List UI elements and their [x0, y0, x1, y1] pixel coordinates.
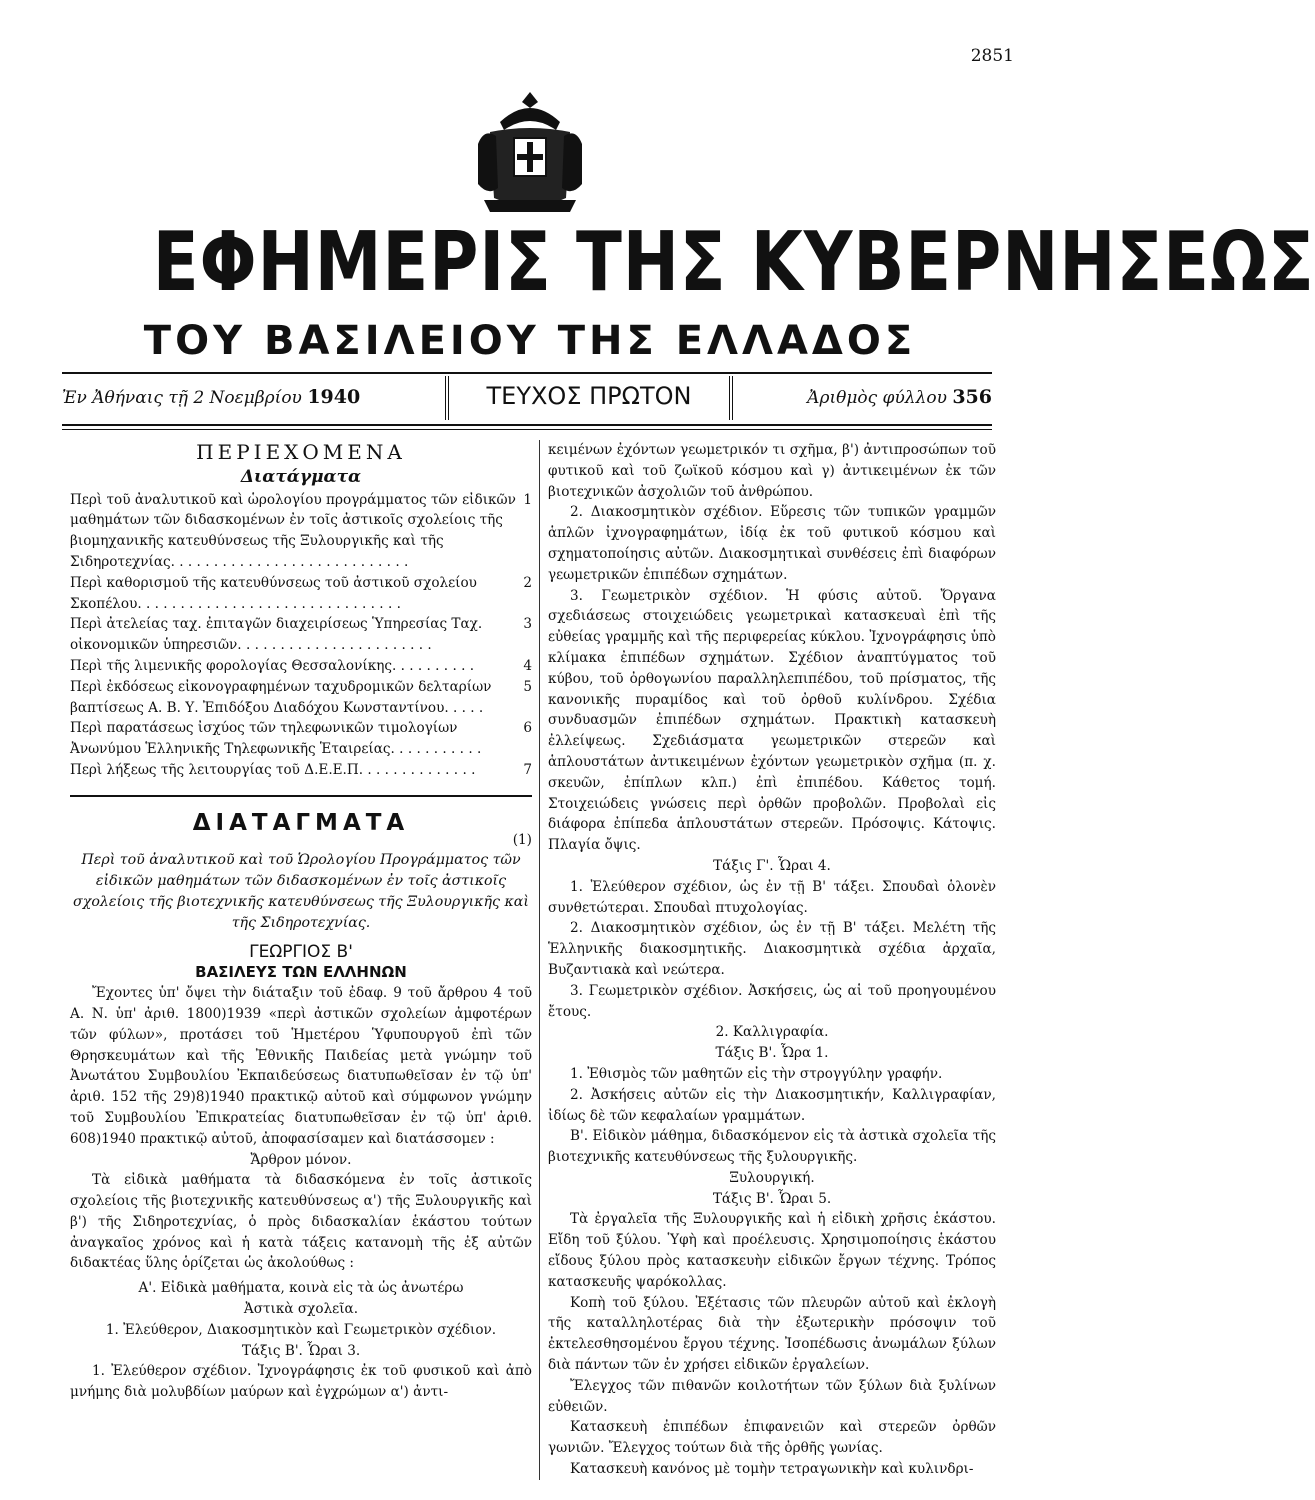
footnote-mark: (1) — [512, 831, 532, 848]
sheet-number — [807, 386, 992, 408]
decree-title: Περὶ τοῦ ἀναλυτικοῦ καὶ τοῦ Ὡρολογίου Προγράμματος τῶν εἰδικῶν μαθημάτων τῶν διδασκομένων ἐν τοῖς ἀστικοῖς σχολείοις τῆς βιοτεχνικῆς κατευθύνσεως τῆς Ξυλουργικῆς καὶ τῆς Σιδηροτεχνίας. — [73, 852, 529, 931]
toc-item-text: Περὶ λήξεως τῆς λειτουργίας τοῦ Δ.Ε.Ε.Π. . . . . . . . . . . . . . — [70, 761, 476, 778]
toc-item — [70, 573, 532, 615]
masthead-subtitle: ΤΟΥ ΒΑΣΙΛΕΙΟΥ ΤΗΣ ΕΛΛΑΔΟΣ — [143, 318, 917, 364]
toc-item-text: Περὶ παρατάσεως ἰσχύος τῶν τηλεφωνικῶν τιμολογίων Ἀνωνύμου Ἑλληνικῆς Τηλεφωνικῆς Ἑταιρείας. . . . . . . . . . . — [70, 720, 482, 758]
toc-item — [70, 760, 532, 781]
masthead-title: ΕΦΗΜΕΡΙΣ ΤΗΣ ΚΥΒΕΡΝΗΣΕΩΣ — [152, 215, 1315, 310]
paragraph: 2. Διακοσμητικὸν σχέδιον. Εὕρεσις τῶν τυπικῶν γραμμῶν ἁπλῶν ἰχνογραφημάτων, ἰδίᾳ ἐκ τοῦ φυτικοῦ κόσμου καὶ σχηματοποίησις αὐτῶν. Διακοσμητικαὶ συνθέσεις ἐπὶ διαφόρων γεωμετρικῶν ἐπιπέδων σχημάτων. — [548, 504, 996, 583]
right-column — [548, 440, 996, 1480]
paragraph: Κατασκευὴ ἐπιπέδων ἐπιφανειῶν καὶ στερεῶν ὀρθῶν γωνιῶν. Ἔλεγχος τούτων διὰ τῆς ὀρθῆς γωνίας. — [548, 1419, 996, 1457]
toc-item-page: 2 — [523, 574, 532, 591]
king-name: ΓΕΩΡΓΙΟΣ Β' — [249, 941, 353, 962]
paragraph: 1. Ἐθισμὸς τῶν μαθητῶν εἰς τὴν στρογγύλην γραφήν. — [570, 1065, 943, 1082]
class-hours-heading: Τάξις Β'. Ὧραι 3. — [241, 1342, 361, 1359]
paragraph: 3. Γεωμετρικὸν σχέδιον. Ἡ φύσις αὐτοῦ. Ὄργανα σχεδιάσεως στοιχειώδεις γεωμετρικαὶ κατασκευαὶ ἐπὶ τῆς εὐθείας γραμμῆς καὶ τῆς περιφερείας κύκλου. Ἰχνογράφησις ὑπὸ κλίμακα ἐπιπέδων σχημάτων. Σχέδιον ἀναπτύγματος τοῦ κύβου, τοῦ ὀρθογωνίου παραλληλεπιπέδου, τοῦ πρίσματος, τῆς κανονικῆς πυραμίδος καὶ τοῦ ὀρθοῦ κυλίνδρου. Σχέδια συνδυασμῶν ἐπιπέδων σχημάτων. Πρακτικὴ κατασκευὴ ἐλλείψεως. Σχεδιάσματα γεωμετρικῶν στερεῶν καὶ ἁπλουστάτων ἀντικειμένων ἐχόντων γεωμετρικὸν σχῆμα (π. χ. σκευῶν, ἐπίπλων κλπ.) ἐπὶ ἐπιπέδου. Κάθετος τομή. Στοιχειώδεις γνώσεις περὶ ὀρθῶν προβολῶν. Προβολαὶ εἰς διάφορα ἐπίπεδα ἁπλουστάτων στερεῶν. Πρόσοψις. Κάτοψις. Πλαγία ὄψις. — [548, 587, 996, 854]
sheet-number-value: 356 — [952, 386, 992, 408]
contents-subheading: Διατάγματα — [240, 466, 362, 487]
issue-date — [62, 386, 360, 408]
toc-item-text: Περὶ καθορισμοῦ τῆς κατευθύνσεως τοῦ ἀστικοῦ σχολείου Σκοπέλου. . . . . . . . . . . . . . . . . . . . . . . . . . . . . . . — [70, 574, 477, 612]
paragraph: 1. Ἐλεύθερον σχέδιον. Ἰχνογράφησις ἐκ τοῦ φυσικοῦ καὶ ἀπὸ μνήμης διὰ μολυβδίων μαύρων καὶ ἐγχρώμων α') ἀντι- — [70, 1363, 532, 1401]
issue-date-text: Ἐν Ἀθήναις τῇ 2 Νοεμβρίου — [62, 388, 302, 408]
royal-coat-of-arms-emblem — [470, 88, 590, 218]
toc-item — [70, 718, 532, 760]
class-hours-heading: Τάξις Β'. Ὧρα 1. — [715, 1045, 829, 1062]
paragraph: 2. Διακοσμητικὸν σχέδιον, ὡς ἐν τῇ Β' τάξει. Μελέτη τῆς Ἑλληνικῆς διακοσμητικῆς. Διακοσμητικὰ σχέδια ἀρχαῖα, Βυζαντιακὰ καὶ νεώτερα. — [548, 920, 996, 978]
article-heading: Ἄρθρον μόνον. — [250, 1151, 352, 1168]
toc-item-page: 1 — [523, 491, 532, 508]
subject-heading: Ξυλουργική. — [729, 1169, 815, 1186]
paragraph: Τὰ ἐργαλεῖα τῆς Ξυλουργικῆς καὶ ἡ εἰδικὴ χρῆσις ἑκάστου. Εἴδη τοῦ ξύλου. Ὑφὴ καὶ προέλευσις. Χρησιμοποίησις ἑκάστου εἴδους ξύλου πρὸς κατασκευὴν εἰδικῶν ἔργων τέχνης. Τρόπος κατασκευῆς ψαρόκολλας. — [548, 1211, 996, 1290]
sheet-label: Ἀριθμὸς φύλλου — [807, 388, 947, 408]
issue-year: 1940 — [307, 386, 361, 408]
class-hours-heading: Τάξις Γ'. Ὧραι 4. — [713, 857, 831, 874]
paragraph: Ἔλεγχος τῶν πιθανῶν κοιλοτήτων τῶν ξύλων διὰ ξυλίνων εὐθειῶν. — [548, 1377, 996, 1415]
paragraph: 1. Ἐλεύθερον σχέδιον, ὡς ἐν τῇ Β' τάξει. Σπουδαὶ ὁλονὲν συνθετώτεραι. Σπουδαὶ πτυχολογίας. — [548, 878, 996, 916]
contents-heading: ΠΕΡΙΕΧΟΜΕΝΑ — [196, 440, 406, 464]
toc-item-text: Περὶ ἐκδόσεως εἰκονογραφημένων ταχυδρομικῶν δελταρίων βαπτίσεως Α. Β. Υ. Ἐπιδόξου Διαδόχου Κωνσταντίνου. . . . . — [70, 678, 492, 716]
toc-item — [70, 490, 532, 573]
section-b-heading: Β'. Εἰδικὸν μάθημα, διδασκόμενον εἰς τὰ ἀστικὰ σχολεῖα τῆς βιοτεχνικῆς κατευθύνσεως τῆς ξυλουργικῆς. — [548, 1128, 996, 1166]
toc-item-page: 7 — [523, 761, 532, 778]
section-a-heading: Α'. Εἰδικὰ μαθήματα, κοινὰ εἰς τὰ ὡς ἀνωτέρω — [138, 1280, 464, 1297]
section-divider — [70, 795, 532, 797]
paragraph: Κοπὴ τοῦ ξύλου. Ἐξέτασις τῶν πλευρῶν αὐτοῦ καὶ ἐκλογὴ τῆς καταλληλοτέρας διὰ τὴν ἐξωτερικὴν πρόσοψιν τοῦ ἐκτελεσθησομένου ἔργου τέχνης. Ἰσοπέδωσις ἀνωμάλων ξύλων διὰ πάντων τῶν ἐν χρήσει εἰδικῶν ἐργαλείων. — [548, 1294, 996, 1374]
king-title: ΒΑΣΙΛΕΥΣ ΤΩΝ ΕΛΛΗΝΩΝ — [195, 963, 407, 982]
toc-item-page: 3 — [523, 616, 532, 633]
bottom-rule — [62, 424, 992, 426]
toc-item-text: Περὶ ἀτελείας ταχ. ἐπιταγῶν διαχειρίσεως Ὑπηρεσίας Ταχ. οἰκονομικῶν ὑπηρεσιῶν. . . . . . . . . . . . . . . . . . . . . . . — [70, 616, 483, 654]
toc-item-page: 4 — [523, 657, 532, 674]
decree-body: Τὰ εἰδικὰ μαθήματα τὰ διδασκόμενα ἐν τοῖς ἀστικοῖς σχολείοις τῆς βιοτεχνικῆς κατευθύνσεως α') τῆς Ξυλουργικῆς καὶ β') τῆς Σιδηροτεχνίας, ὁ πρὸς διδασκαλίαν ἑκάστου τούτων ἀναγκαῖος χρόνος καὶ ἡ κατὰ τάξεις κατανομὴ τῆς ἐξ αὐτῶν διδακτέας ὕλης ὁρίζεται ὡς ἀκολούθως : — [70, 1172, 532, 1272]
class-hours-heading: Τάξις Β'. Ὧραι 5. — [712, 1190, 832, 1207]
toc-item-text: Περὶ τοῦ ἀναλυτικοῦ καὶ ὡρολογίου προγράμματος τῶν εἰδικῶν μαθημάτων τῶν διδασκομένων ἐν τοῖς ἀστικοῖς σχολείοις τῆς βιομηχανικῆς κατευθύνσεως τῆς Ξυλουργικῆς καὶ τῆς Σιδηροτεχνίας. . . . . . . . . . . . . . . . . . . . . . . . . . . . — [70, 491, 516, 570]
paragraph: 3. Γεωμετρικὸν σχέδιον. Ἀσκήσεις, ὡς αἱ τοῦ προηγουμένου ἔτους. — [548, 982, 996, 1020]
issue-volume: ΤΕΥΧΟΣ ΠΡΩΤΟΝ — [445, 376, 733, 420]
page-number: 2851 — [970, 46, 1014, 66]
column-separator — [539, 440, 540, 1480]
top-rule — [62, 372, 992, 374]
toc-item — [70, 677, 532, 719]
toc-item-text: Περὶ τῆς λιμενικῆς φορολογίας Θεσσαλονίκης. . . . . . . . . . — [70, 657, 475, 674]
issue-info-bar — [62, 376, 992, 422]
toc-item-page: 5 — [523, 678, 532, 695]
toc-item — [70, 614, 532, 656]
paragraph: κειμένων ἐχόντων γεωμετρικόν τι σχῆμα, β') ἀντιπροσώπων τοῦ φυτικοῦ καὶ τοῦ ζωϊκοῦ κόσμου καὶ γ) ἀντικειμένων ἐκ τῶν βιοτεχνικῶν ἀσχολιῶν τοῦ ἀνθρώπου. — [548, 442, 996, 500]
toc-item-page: 6 — [523, 720, 532, 737]
toc-item — [70, 656, 532, 677]
decrees-heading: ΔΙΑΤΑΓΜΑΤΑ — [192, 809, 410, 836]
bottom-rule-thin — [62, 429, 992, 430]
left-column — [70, 440, 532, 1403]
section-a-subheading: Ἀστικὰ σχολεῖα. — [243, 1301, 359, 1318]
paragraph: Κατασκευὴ κανόνος μὲ τομὴν τετραγωνικὴν καὶ κυλινδρι- — [570, 1461, 974, 1478]
subject-heading: 1. Ἐλεύθερον, Διακοσμητικὸν καὶ Γεωμετρικὸν σχέδιον. — [105, 1321, 497, 1338]
subject-heading: 2. Καλλιγραφία. — [715, 1024, 829, 1041]
decree-preamble: Ἔχοντες ὑπ' ὄψει τὴν διάταξιν τοῦ ἐδαφ. 9 τοῦ ἄρθρου 4 τοῦ Α. Ν. ὑπ' ἀριθ. 1800)1939 «περὶ ἀστικῶν σχολείων ἀμφοτέρων τῶν φύλων», προτάσει τοῦ Ἡμετέρου Ὑφυπουργοῦ ἐπὶ τῶν Θρησκευμάτων καὶ τῆς Ἐθνικῆς Παιδείας μετὰ γνώμην τοῦ Ἀνωτάτου Συμβουλίου Ἐκπαιδεύσεως διατυπωθεῖσαν ἐν τῷ ὑπ' ἀριθ. 152 τῆς 29)8)1940 πρακτικῷ αὐτοῦ καὶ σύμφωνον γνώμην τοῦ Συμβουλίου Ἐπικρατείας διατυπωθεῖσαν ἐν τῷ ὑπ' ἀριθ. 608)1940 πρακτικῷ αὐτοῦ, ἀποφασίσαμεν καὶ διατάσσομεν : — [70, 985, 532, 1147]
paragraph: 2. Ἀσκήσεις αὐτῶν εἰς τὴν Διακοσμητικήν, Καλλιγραφίαν, ἰδίως δὲ τῶν κεφαλαίων γραμμάτων. — [548, 1086, 996, 1124]
